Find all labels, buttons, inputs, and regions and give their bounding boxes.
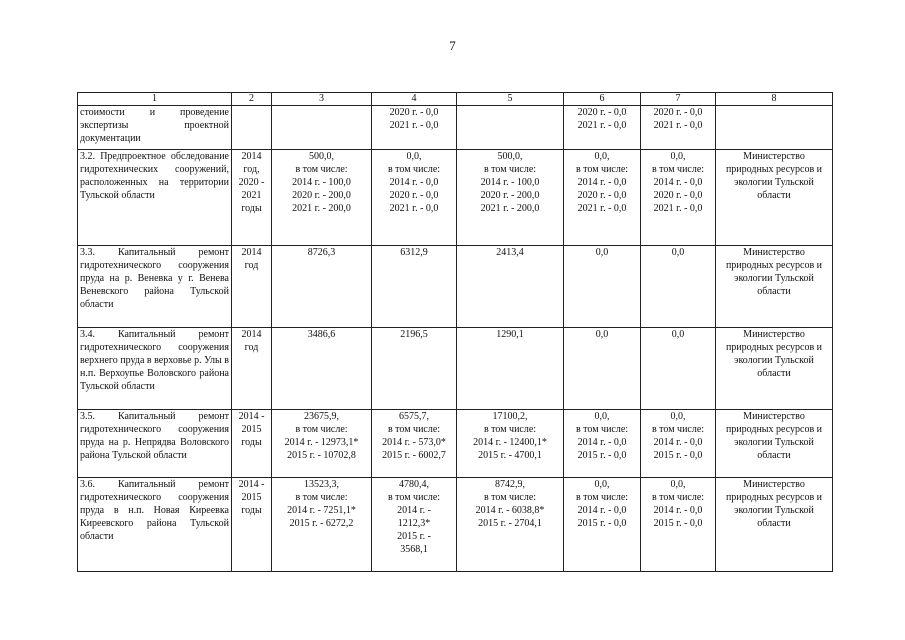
cell-line: 0,0,	[670, 151, 686, 162]
cell-line: год	[244, 260, 259, 271]
cell-line: Министерство	[743, 247, 805, 258]
table-row	[78, 328, 833, 410]
cell-line: экологии Тульской	[734, 273, 814, 284]
cell-line: 2014 г. - 100,0	[292, 177, 351, 188]
cell-municipal-funding	[564, 328, 641, 410]
column-header-7: 7	[641, 93, 716, 106]
cell-line: 2021 г. - 200,0	[480, 203, 540, 214]
cell-municipal-funding	[564, 246, 641, 328]
cell-regional-funding	[457, 478, 564, 572]
cell-executor	[716, 150, 833, 246]
cell-line: 2021 г. - 0,0	[653, 203, 703, 214]
cell-federal-funding	[372, 106, 457, 150]
cell-executor	[716, 478, 833, 572]
table-row	[78, 150, 833, 246]
cell-federal-funding	[372, 328, 457, 410]
cell-executor	[716, 410, 833, 478]
cell-line: 2014 г. - 0,0	[577, 505, 627, 516]
cell-regional-funding	[457, 410, 564, 478]
cell-period	[232, 106, 272, 150]
cell-line: 2014 г. - 0,0	[389, 177, 439, 188]
cell-executor	[716, 246, 833, 328]
cell-line: 2413,4	[496, 247, 524, 258]
cell-line: 0,0,	[670, 411, 686, 422]
cell-total-funding	[272, 246, 372, 328]
column-header-3: 3	[272, 93, 372, 106]
cell-item-name	[78, 410, 232, 478]
cell-line: 2021 г. - 0,0	[653, 120, 703, 131]
cell-line: 2014 г. - 0,0	[653, 437, 703, 448]
cell-item-name	[78, 478, 232, 572]
cell-line: природных ресурсов и	[725, 492, 823, 503]
cell-period	[232, 328, 272, 410]
cell-line: 0,0,	[670, 479, 686, 490]
cell-total-funding	[272, 478, 372, 572]
cell-line: 2020 г. - 200,0	[480, 190, 540, 201]
cell-line: стоимости и проведение экспертизы проектной документации	[80, 107, 229, 144]
cell-line: в том числе:	[575, 164, 629, 175]
cell-line: 2020 г. - 0,0	[653, 190, 703, 201]
cell-line: 500,0,	[497, 151, 523, 162]
cell-line: 2020 г. - 0,0	[577, 190, 627, 201]
cell-line: 0,0	[595, 247, 609, 258]
cell-line: 3.4. Капитальный ремонт гидротехнического сооружения верхнего пруда в верховье р. Улы в н.п. Верхоупье Воловского района Тульской области	[80, 329, 229, 392]
cell-item-name	[78, 246, 232, 328]
cell-line: экологии Тульской	[734, 177, 814, 188]
cell-line: 2014 г. - 6038,8*	[475, 505, 545, 516]
cell-line: в том числе:	[387, 164, 441, 175]
cell-line: 2014	[241, 151, 262, 162]
cell-line: в том числе:	[651, 492, 705, 503]
cell-extra-funding	[641, 150, 716, 246]
cell-line: в том числе:	[295, 492, 348, 503]
cell-line: 2014	[241, 329, 262, 340]
cell-line: 2015	[241, 424, 262, 435]
cell-line: в том числе:	[295, 424, 348, 435]
cell-executor	[716, 328, 833, 410]
cell-line: 8726,3	[307, 247, 336, 258]
cell-line: Министерство	[743, 151, 805, 162]
cell-line: 6312,9	[400, 247, 428, 258]
cell-extra-funding	[641, 410, 716, 478]
cell-line: в том числе:	[387, 492, 441, 503]
cell-line: Министерство	[743, 329, 805, 340]
cell-line: 6575,7,	[399, 411, 429, 422]
cell-line: 2020 г. - 0,0	[577, 107, 627, 118]
cell-line: природных ресурсов и	[725, 260, 823, 271]
cell-line: 2021 г. - 200,0	[292, 203, 351, 214]
cell-line: годы	[241, 437, 262, 448]
cell-item-name	[78, 328, 232, 410]
cell-line: 2014 г. - 100,0	[480, 177, 540, 188]
cell-line: природных ресурсов и	[725, 164, 823, 175]
cell-total-funding	[272, 410, 372, 478]
cell-line: 2014 г. - 0,0	[577, 177, 627, 188]
cell-line: 0,0	[671, 329, 685, 340]
cell-line: Министерство	[743, 411, 805, 422]
cell-line: 0,0,	[594, 151, 610, 162]
cell-municipal-funding	[564, 478, 641, 572]
table-row	[78, 246, 833, 328]
cell-line: 8742,9,	[495, 479, 525, 490]
cell-line: 0,0,	[594, 479, 610, 490]
cell-line: 2015 г. - 0,0	[577, 450, 627, 461]
cell-line: 2015	[241, 492, 262, 503]
table-row	[78, 478, 833, 572]
cell-line: 2021 г. - 0,0	[389, 203, 439, 214]
cell-line: в том числе:	[575, 492, 629, 503]
cell-period	[232, 246, 272, 328]
cell-regional-funding	[457, 106, 564, 150]
cell-line: в том числе:	[651, 164, 705, 175]
cell-federal-funding	[372, 478, 457, 572]
cell-line: 2014 -	[238, 411, 265, 422]
cell-line: 2014 г. - 12400,1*	[473, 437, 547, 448]
cell-line: в том числе:	[483, 492, 537, 503]
cell-line: 0,0	[671, 247, 685, 258]
cell-line: 2015 г. -	[397, 531, 431, 542]
cell-municipal-funding	[564, 150, 641, 246]
cell-line: 2015 г. - 6002,7	[382, 450, 446, 461]
cell-line: в том числе:	[295, 164, 348, 175]
column-header-2: 2	[232, 93, 272, 106]
cell-municipal-funding	[564, 106, 641, 150]
cell-line: 2021 г. - 0,0	[577, 120, 627, 131]
cell-line: 13523,3,	[304, 479, 339, 490]
cell-extra-funding	[641, 106, 716, 150]
table-row	[78, 410, 833, 478]
cell-total-funding	[272, 150, 372, 246]
cell-line: в том числе:	[483, 424, 537, 435]
cell-federal-funding	[372, 410, 457, 478]
column-header-6: 6	[564, 93, 641, 106]
cell-line: области	[757, 286, 791, 297]
cell-line: годы	[241, 203, 262, 214]
cell-period	[232, 478, 272, 572]
cell-line: 3.2. Предпроектное обследование гидротехнических сооружений, расположенных на территории Тульской области	[80, 151, 229, 201]
cell-line: 2014 г. - 0,0	[577, 437, 627, 448]
cell-line: 0,0,	[594, 411, 610, 422]
cell-line: экологии Тульской	[734, 437, 814, 448]
cell-line: 2015 г. - 2704,1	[478, 518, 542, 529]
cell-item-name	[78, 106, 232, 150]
cell-total-funding	[272, 328, 372, 410]
cell-line: 2015 г. - 10702,8	[287, 450, 356, 461]
cell-line: 2020 г. - 0,0	[389, 190, 439, 201]
cell-line: Министерство	[743, 479, 805, 490]
header-row	[78, 93, 833, 106]
cell-line: 2014 г. - 0,0	[653, 505, 703, 516]
cell-line: 2015 г. - 6272,2	[289, 518, 354, 529]
cell-line: 2021	[241, 190, 262, 201]
cell-line: природных ресурсов и	[725, 424, 823, 435]
cell-line: 2015 г. - 0,0	[577, 518, 627, 529]
cell-line: 2020 г. - 200,0	[292, 190, 351, 201]
cell-line: 0,0	[595, 329, 609, 340]
cell-line: экологии Тульской	[734, 355, 814, 366]
cell-line: 2021 г. - 0,0	[577, 203, 627, 214]
cell-line: 2014 г. - 0,0	[653, 177, 703, 188]
cell-period	[232, 150, 272, 246]
cell-line: 23675,9,	[304, 411, 339, 422]
cell-line: 2196,5	[400, 329, 428, 340]
column-header-1: 1	[78, 93, 232, 106]
cell-federal-funding	[372, 246, 457, 328]
cell-extra-funding	[641, 478, 716, 572]
cell-extra-funding	[641, 246, 716, 328]
cell-line: 17100,2,	[492, 411, 528, 422]
cell-regional-funding	[457, 246, 564, 328]
cell-line: экологии Тульской	[734, 505, 814, 516]
cell-line: 0,0,	[406, 151, 422, 162]
cell-line: годы	[241, 505, 262, 516]
cell-line: 4780,4,	[399, 479, 429, 490]
cell-regional-funding	[457, 150, 564, 246]
cell-total-funding	[272, 106, 372, 150]
cell-municipal-funding	[564, 410, 641, 478]
cell-line: год,	[243, 164, 260, 175]
column-header-4: 4	[372, 93, 457, 106]
cell-line: 2020 г. - 0,0	[389, 107, 439, 118]
cell-line: 1212,3*	[397, 518, 431, 529]
cell-line: 500,0,	[309, 151, 334, 162]
cell-line: 2014 г. - 7251,1*	[287, 505, 356, 516]
page-number: 7	[449, 38, 456, 53]
cell-item-name	[78, 150, 232, 246]
cell-line: год	[244, 342, 259, 353]
cell-line: области	[757, 518, 791, 529]
cell-line: области	[757, 368, 791, 379]
cell-line: в том числе:	[483, 164, 537, 175]
cell-line: 2021 г. - 0,0	[389, 120, 439, 131]
cell-line: 3486,6	[307, 329, 336, 340]
cell-federal-funding	[372, 150, 457, 246]
cell-line: 2014 г. -	[397, 505, 431, 516]
cell-line: 3.5. Капитальный ремонт гидротехнического сооружения пруда на р. Непрядва Воловского района Тульской области	[80, 411, 229, 461]
cell-period	[232, 410, 272, 478]
cell-line: 2020 г. - 0,0	[653, 107, 703, 118]
cell-line: 2014 г. - 573,0*	[382, 437, 446, 448]
cell-regional-funding	[457, 328, 564, 410]
cell-line: 2020 -	[238, 177, 265, 188]
cell-line: области	[757, 190, 791, 201]
cell-line: 2015 г. - 0,0	[653, 450, 703, 461]
cell-line: 2015 г. - 4700,1	[478, 450, 542, 461]
cell-executor	[716, 106, 833, 150]
cell-line: 2014	[241, 247, 262, 258]
table-body	[78, 106, 833, 572]
cell-line: 2015 г. - 0,0	[653, 518, 703, 529]
cell-line: в том числе:	[651, 424, 705, 435]
cell-line: 3.6. Капитальный ремонт гидротехнического сооружения пруда в н.п. Новая Киреевка Киреевского района Тульской области	[80, 479, 229, 542]
cell-line: 2014 г. - 12973,1*	[284, 437, 359, 448]
table-row	[78, 106, 833, 150]
cell-extra-funding	[641, 328, 716, 410]
cell-line: 3568,1	[400, 544, 428, 555]
cell-line: природных ресурсов и	[725, 342, 823, 353]
cell-line: области	[757, 450, 791, 461]
cell-line: в том числе:	[387, 424, 441, 435]
cell-line: 3.3. Капитальный ремонт гидротехнического сооружения пруда на р. Веневка у г. Венева Веневского района Тульской области	[80, 247, 229, 310]
column-header-5: 5	[457, 93, 564, 106]
cell-line: 1290,1	[496, 329, 524, 340]
column-header-8: 8	[716, 93, 833, 106]
cell-line: 2014 -	[238, 479, 265, 490]
cell-line: в том числе:	[575, 424, 629, 435]
program-table	[77, 92, 833, 572]
